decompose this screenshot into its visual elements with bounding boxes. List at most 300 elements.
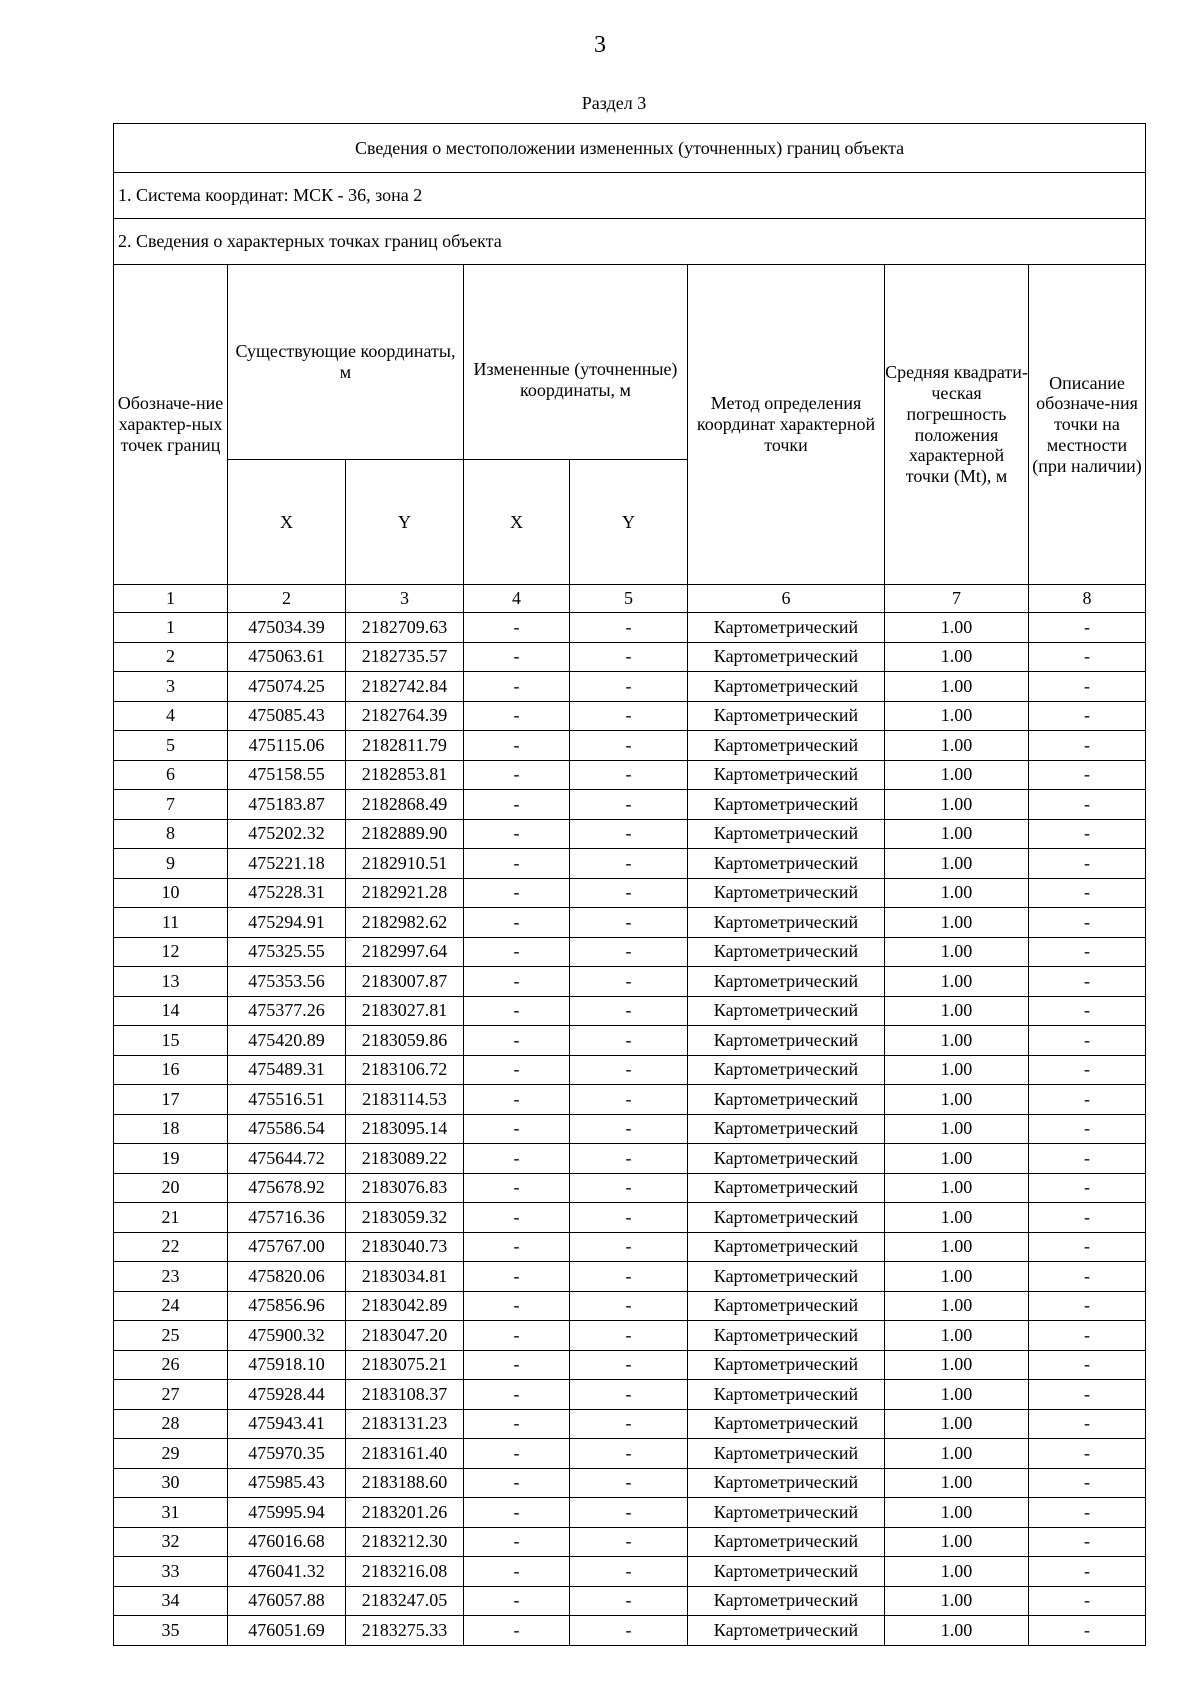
description-cell: -	[1029, 1144, 1146, 1174]
existing-y-cell: 2182997.64	[346, 937, 464, 967]
table-row	[114, 1026, 1146, 1056]
method-cell: Картометрический	[688, 731, 885, 761]
description-cell: -	[1029, 1026, 1146, 1056]
table-row	[114, 937, 1146, 967]
method-cell: Картометрический	[688, 1527, 885, 1557]
mean-error-cell: 1.00	[885, 1055, 1029, 1085]
existing-y-cell: 2182764.39	[346, 701, 464, 731]
column-number: 6	[688, 585, 885, 613]
changed-y-cell: -	[570, 996, 688, 1026]
header-existing-y: Y	[346, 460, 464, 585]
point-id-cell: 22	[114, 1232, 228, 1262]
changed-x-cell: -	[464, 1173, 570, 1203]
table-row	[114, 1232, 1146, 1262]
table-row	[114, 760, 1146, 790]
table-row	[114, 1291, 1146, 1321]
point-id-cell: 2	[114, 642, 228, 672]
point-id-cell: 7	[114, 790, 228, 820]
mean-error-cell: 1.00	[885, 1232, 1029, 1262]
existing-y-cell: 2183034.81	[346, 1262, 464, 1292]
mean-error-cell: 1.00	[885, 849, 1029, 879]
existing-x-cell: 475970.35	[228, 1439, 346, 1469]
table-row	[114, 731, 1146, 761]
method-cell: Картометрический	[688, 996, 885, 1026]
changed-x-cell: -	[464, 1321, 570, 1351]
point-id-cell: 10	[114, 878, 228, 908]
existing-y-cell: 2183201.26	[346, 1498, 464, 1528]
changed-x-cell: -	[464, 1527, 570, 1557]
changed-y-cell: -	[570, 1262, 688, 1292]
changed-y-cell: -	[570, 1291, 688, 1321]
mean-error-cell: 1.00	[885, 642, 1029, 672]
changed-x-cell: -	[464, 1409, 570, 1439]
existing-y-cell: 2183114.53	[346, 1085, 464, 1115]
existing-y-cell: 2182889.90	[346, 819, 464, 849]
changed-y-cell: -	[570, 1085, 688, 1115]
boundary-points-table	[113, 123, 1146, 1646]
method-cell: Картометрический	[688, 1085, 885, 1115]
point-id-cell: 6	[114, 760, 228, 790]
existing-x-cell: 475377.26	[228, 996, 346, 1026]
mean-error-cell: 1.00	[885, 967, 1029, 997]
changed-x-cell: -	[464, 1262, 570, 1292]
changed-x-cell: -	[464, 642, 570, 672]
description-cell: -	[1029, 672, 1146, 702]
mean-error-cell: 1.00	[885, 1085, 1029, 1115]
method-cell: Картометрический	[688, 1616, 885, 1646]
point-id-cell: 27	[114, 1380, 228, 1410]
method-cell: Картометрический	[688, 1262, 885, 1292]
mean-error-cell: 1.00	[885, 760, 1029, 790]
existing-x-cell: 475158.55	[228, 760, 346, 790]
changed-y-cell: -	[570, 1203, 688, 1233]
header-method: Метод определения координат характерной точки	[688, 265, 885, 585]
existing-x-cell: 475325.55	[228, 937, 346, 967]
mean-error-cell: 1.00	[885, 1144, 1029, 1174]
header-existing-x: X	[228, 460, 346, 585]
changed-x-cell: -	[464, 672, 570, 702]
method-cell: Картометрический	[688, 1557, 885, 1587]
description-cell: -	[1029, 1616, 1146, 1646]
changed-x-cell: -	[464, 1055, 570, 1085]
table-row	[114, 1262, 1146, 1292]
existing-x-cell: 475420.89	[228, 1026, 346, 1056]
method-cell: Картометрический	[688, 1055, 885, 1085]
point-id-cell: 26	[114, 1350, 228, 1380]
description-cell: -	[1029, 642, 1146, 672]
mean-error-cell: 1.00	[885, 1616, 1029, 1646]
existing-y-cell: 2183027.81	[346, 996, 464, 1026]
existing-y-cell: 2182910.51	[346, 849, 464, 879]
mean-error-cell: 1.00	[885, 1498, 1029, 1528]
description-cell: -	[1029, 1350, 1146, 1380]
method-cell: Картометрический	[688, 1291, 885, 1321]
changed-y-cell: -	[570, 1409, 688, 1439]
existing-x-cell: 475228.31	[228, 878, 346, 908]
mean-error-cell: 1.00	[885, 790, 1029, 820]
description-cell: -	[1029, 1439, 1146, 1469]
changed-y-cell: -	[570, 967, 688, 997]
changed-x-cell: -	[464, 731, 570, 761]
method-cell: Картометрический	[688, 1409, 885, 1439]
method-cell: Картометрический	[688, 701, 885, 731]
changed-y-cell: -	[570, 760, 688, 790]
mean-error-cell: 1.00	[885, 1203, 1029, 1233]
existing-y-cell: 2182921.28	[346, 878, 464, 908]
point-id-cell: 15	[114, 1026, 228, 1056]
description-cell: -	[1029, 996, 1146, 1026]
changed-y-cell: -	[570, 1026, 688, 1056]
description-cell: -	[1029, 701, 1146, 731]
existing-x-cell: 475820.06	[228, 1262, 346, 1292]
point-id-cell: 25	[114, 1321, 228, 1351]
existing-y-cell: 2183216.08	[346, 1557, 464, 1587]
existing-y-cell: 2183059.32	[346, 1203, 464, 1233]
existing-y-cell: 2183212.30	[346, 1527, 464, 1557]
changed-x-cell: -	[464, 613, 570, 643]
mean-error-cell: 1.00	[885, 996, 1029, 1026]
table-row	[114, 1350, 1146, 1380]
existing-y-cell: 2182742.84	[346, 672, 464, 702]
mean-error-cell: 1.00	[885, 731, 1029, 761]
table-row	[114, 1409, 1146, 1439]
point-id-cell: 3	[114, 672, 228, 702]
changed-x-cell: -	[464, 1350, 570, 1380]
point-id-cell: 11	[114, 908, 228, 938]
table-row	[114, 1527, 1146, 1557]
point-id-cell: 23	[114, 1262, 228, 1292]
existing-x-cell: 475489.31	[228, 1055, 346, 1085]
existing-x-cell: 475900.32	[228, 1321, 346, 1351]
point-id-cell: 9	[114, 849, 228, 879]
existing-x-cell: 475516.51	[228, 1085, 346, 1115]
existing-x-cell: 475985.43	[228, 1468, 346, 1498]
table-body	[114, 613, 1146, 1646]
existing-y-cell: 2183040.73	[346, 1232, 464, 1262]
existing-x-cell: 475034.39	[228, 613, 346, 643]
mean-error-cell: 1.00	[885, 1114, 1029, 1144]
description-cell: -	[1029, 937, 1146, 967]
mean-error-cell: 1.00	[885, 1468, 1029, 1498]
existing-x-cell: 475767.00	[228, 1232, 346, 1262]
existing-y-cell: 2182709.63	[346, 613, 464, 643]
point-id-cell: 12	[114, 937, 228, 967]
table-row	[114, 1203, 1146, 1233]
changed-x-cell: -	[464, 1026, 570, 1056]
changed-y-cell: -	[570, 937, 688, 967]
column-number: 7	[885, 585, 1029, 613]
description-cell: -	[1029, 878, 1146, 908]
header-changed-x: X	[464, 460, 570, 585]
table-row	[114, 967, 1146, 997]
method-cell: Картометрический	[688, 1144, 885, 1174]
description-cell: -	[1029, 849, 1146, 879]
point-id-cell: 31	[114, 1498, 228, 1528]
point-id-cell: 14	[114, 996, 228, 1026]
changed-x-cell: -	[464, 1586, 570, 1616]
existing-x-cell: 475063.61	[228, 642, 346, 672]
existing-y-cell: 2183131.23	[346, 1409, 464, 1439]
changed-x-cell: -	[464, 1439, 570, 1469]
method-cell: Картометрический	[688, 672, 885, 702]
method-cell: Картометрический	[688, 1439, 885, 1469]
column-number: 5	[570, 585, 688, 613]
existing-x-cell: 475183.87	[228, 790, 346, 820]
changed-x-cell: -	[464, 1085, 570, 1115]
mean-error-cell: 1.00	[885, 1527, 1029, 1557]
table-row	[114, 642, 1146, 672]
description-cell: -	[1029, 967, 1146, 997]
table-row	[114, 908, 1146, 938]
table-row	[114, 1321, 1146, 1351]
existing-y-cell: 2183042.89	[346, 1291, 464, 1321]
changed-x-cell: -	[464, 1468, 570, 1498]
mean-error-cell: 1.00	[885, 1409, 1029, 1439]
table-row	[114, 996, 1146, 1026]
existing-y-cell: 2183047.20	[346, 1321, 464, 1351]
point-id-cell: 5	[114, 731, 228, 761]
changed-x-cell: -	[464, 1498, 570, 1528]
changed-y-cell: -	[570, 1144, 688, 1174]
method-cell: Картометрический	[688, 937, 885, 967]
existing-y-cell: 2183076.83	[346, 1173, 464, 1203]
description-cell: -	[1029, 1586, 1146, 1616]
existing-x-cell: 476051.69	[228, 1616, 346, 1646]
mean-error-cell: 1.00	[885, 1350, 1029, 1380]
changed-y-cell: -	[570, 790, 688, 820]
existing-x-cell: 476041.32	[228, 1557, 346, 1587]
table-row	[114, 849, 1146, 879]
changed-y-cell: -	[570, 849, 688, 879]
existing-x-cell: 475678.92	[228, 1173, 346, 1203]
description-cell: -	[1029, 1557, 1146, 1587]
existing-y-cell: 2183007.87	[346, 967, 464, 997]
existing-y-cell: 2183108.37	[346, 1380, 464, 1410]
description-cell: -	[1029, 1409, 1146, 1439]
existing-y-cell: 2182735.57	[346, 642, 464, 672]
existing-y-cell: 2183275.33	[346, 1616, 464, 1646]
header-changed-y: Y	[570, 460, 688, 585]
changed-y-cell: -	[570, 1439, 688, 1469]
method-cell: Картометрический	[688, 760, 885, 790]
coordinate-system: 1. Система координат: МСК - 36, зона 2	[114, 173, 1146, 219]
changed-x-cell: -	[464, 1144, 570, 1174]
point-id-cell: 19	[114, 1144, 228, 1174]
description-cell: -	[1029, 1232, 1146, 1262]
changed-x-cell: -	[464, 1380, 570, 1410]
point-id-cell: 30	[114, 1468, 228, 1498]
point-id-cell: 29	[114, 1439, 228, 1469]
description-cell: -	[1029, 790, 1146, 820]
table-row	[114, 1439, 1146, 1469]
mean-error-cell: 1.00	[885, 1291, 1029, 1321]
description-cell: -	[1029, 1380, 1146, 1410]
point-id-cell: 17	[114, 1085, 228, 1115]
description-cell: -	[1029, 1321, 1146, 1351]
existing-x-cell: 475353.56	[228, 967, 346, 997]
point-id-cell: 4	[114, 701, 228, 731]
point-id-cell: 8	[114, 819, 228, 849]
section-label: Раздел 3	[581, 93, 647, 113]
point-id-cell: 16	[114, 1055, 228, 1085]
mean-error-cell: 1.00	[885, 1321, 1029, 1351]
method-cell: Картометрический	[688, 1586, 885, 1616]
method-cell: Картометрический	[688, 1380, 885, 1410]
header-description: Описание обозначе-ния точки на местности (при наличии)	[1029, 265, 1146, 585]
header-point-designation: Обозначе-ние характер-ных точек границ	[114, 265, 228, 585]
changed-x-cell: -	[464, 878, 570, 908]
changed-y-cell: -	[570, 1380, 688, 1410]
changed-y-cell: -	[570, 613, 688, 643]
changed-x-cell: -	[464, 1616, 570, 1646]
changed-x-cell: -	[464, 1114, 570, 1144]
changed-y-cell: -	[570, 642, 688, 672]
mean-error-cell: 1.00	[885, 1173, 1029, 1203]
existing-y-cell: 2183161.40	[346, 1439, 464, 1469]
method-cell: Картометрический	[688, 642, 885, 672]
point-id-cell: 18	[114, 1114, 228, 1144]
changed-y-cell: -	[570, 1232, 688, 1262]
table-row	[114, 1085, 1146, 1115]
mean-error-cell: 1.00	[885, 672, 1029, 702]
description-cell: -	[1029, 731, 1146, 761]
description-cell: -	[1029, 1203, 1146, 1233]
method-cell: Картометрический	[688, 878, 885, 908]
changed-x-cell: -	[464, 790, 570, 820]
description-cell: -	[1029, 908, 1146, 938]
mean-error-cell: 1.00	[885, 1380, 1029, 1410]
header-changed-coordinates: Измененные (уточненные) координаты, м	[464, 265, 688, 460]
changed-x-cell: -	[464, 1291, 570, 1321]
description-cell: -	[1029, 1055, 1146, 1085]
point-id-cell: 1	[114, 613, 228, 643]
header-mean-error: Средняя квадрати-ческая погрешность положения характерной точки (Mt), м	[885, 265, 1029, 585]
changed-y-cell: -	[570, 701, 688, 731]
existing-y-cell: 2183188.60	[346, 1468, 464, 1498]
description-cell: -	[1029, 1262, 1146, 1292]
changed-y-cell: -	[570, 1468, 688, 1498]
existing-y-cell: 2182868.49	[346, 790, 464, 820]
existing-y-cell: 2183075.21	[346, 1350, 464, 1380]
method-cell: Картометрический	[688, 1498, 885, 1528]
existing-x-cell: 475856.96	[228, 1291, 346, 1321]
existing-x-cell: 475716.36	[228, 1203, 346, 1233]
changed-x-cell: -	[464, 760, 570, 790]
changed-y-cell: -	[570, 908, 688, 938]
description-cell: -	[1029, 1085, 1146, 1115]
changed-y-cell: -	[570, 1350, 688, 1380]
changed-y-cell: -	[570, 672, 688, 702]
changed-y-cell: -	[570, 878, 688, 908]
table-title: Сведения о местоположении измененных (уточненных) границ объекта	[114, 124, 1146, 173]
table-row	[114, 1144, 1146, 1174]
method-cell: Картометрический	[688, 849, 885, 879]
existing-x-cell: 475928.44	[228, 1380, 346, 1410]
existing-x-cell: 475115.06	[228, 731, 346, 761]
mean-error-cell: 1.00	[885, 1026, 1029, 1056]
table-row	[114, 1586, 1146, 1616]
existing-x-cell: 476016.68	[228, 1527, 346, 1557]
changed-x-cell: -	[464, 1203, 570, 1233]
mean-error-cell: 1.00	[885, 878, 1029, 908]
column-number: 8	[1029, 585, 1146, 613]
changed-y-cell: -	[570, 1321, 688, 1351]
method-cell: Картометрический	[688, 1114, 885, 1144]
method-cell: Картометрический	[688, 908, 885, 938]
changed-y-cell: -	[570, 1114, 688, 1144]
existing-y-cell: 2183059.86	[346, 1026, 464, 1056]
changed-y-cell: -	[570, 1527, 688, 1557]
changed-y-cell: -	[570, 1055, 688, 1085]
table-row	[114, 1468, 1146, 1498]
changed-y-cell: -	[570, 819, 688, 849]
mean-error-cell: 1.00	[885, 613, 1029, 643]
point-id-cell: 13	[114, 967, 228, 997]
column-number: 3	[346, 585, 464, 613]
changed-x-cell: -	[464, 908, 570, 938]
mean-error-cell: 1.00	[885, 819, 1029, 849]
method-cell: Картометрический	[688, 1321, 885, 1351]
table-row	[114, 1380, 1146, 1410]
existing-x-cell: 475074.25	[228, 672, 346, 702]
table-row	[114, 1616, 1146, 1646]
changed-x-cell: -	[464, 701, 570, 731]
existing-y-cell: 2183089.22	[346, 1144, 464, 1174]
table-row	[114, 790, 1146, 820]
description-cell: -	[1029, 1498, 1146, 1528]
mean-error-cell: 1.00	[885, 937, 1029, 967]
point-id-cell: 35	[114, 1616, 228, 1646]
table-row	[114, 1498, 1146, 1528]
existing-x-cell: 476057.88	[228, 1586, 346, 1616]
point-id-cell: 21	[114, 1203, 228, 1233]
existing-x-cell: 475202.32	[228, 819, 346, 849]
method-cell: Картометрический	[688, 1232, 885, 1262]
column-number: 1	[114, 585, 228, 613]
point-id-cell: 32	[114, 1527, 228, 1557]
changed-y-cell: -	[570, 1498, 688, 1528]
changed-x-cell: -	[464, 937, 570, 967]
mean-error-cell: 1.00	[885, 1262, 1029, 1292]
table-row	[114, 701, 1146, 731]
changed-x-cell: -	[464, 849, 570, 879]
changed-x-cell: -	[464, 996, 570, 1026]
mean-error-cell: 1.00	[885, 1439, 1029, 1469]
description-cell: -	[1029, 1527, 1146, 1557]
description-cell: -	[1029, 819, 1146, 849]
description-cell: -	[1029, 1468, 1146, 1498]
table-row	[114, 672, 1146, 702]
table-row	[114, 878, 1146, 908]
mean-error-cell: 1.00	[885, 908, 1029, 938]
header-existing-coordinates: Существующие координаты, м	[228, 265, 464, 460]
existing-y-cell: 2182853.81	[346, 760, 464, 790]
description-cell: -	[1029, 760, 1146, 790]
mean-error-cell: 1.00	[885, 1557, 1029, 1587]
existing-y-cell: 2182811.79	[346, 731, 464, 761]
method-cell: Картометрический	[688, 819, 885, 849]
existing-x-cell: 475995.94	[228, 1498, 346, 1528]
point-id-cell: 24	[114, 1291, 228, 1321]
existing-x-cell: 475918.10	[228, 1350, 346, 1380]
method-cell: Картометрический	[688, 1203, 885, 1233]
changed-x-cell: -	[464, 819, 570, 849]
method-cell: Картометрический	[688, 1026, 885, 1056]
mean-error-cell: 1.00	[885, 1586, 1029, 1616]
method-cell: Картометрический	[688, 1350, 885, 1380]
existing-y-cell: 2183247.05	[346, 1586, 464, 1616]
description-cell: -	[1029, 1291, 1146, 1321]
